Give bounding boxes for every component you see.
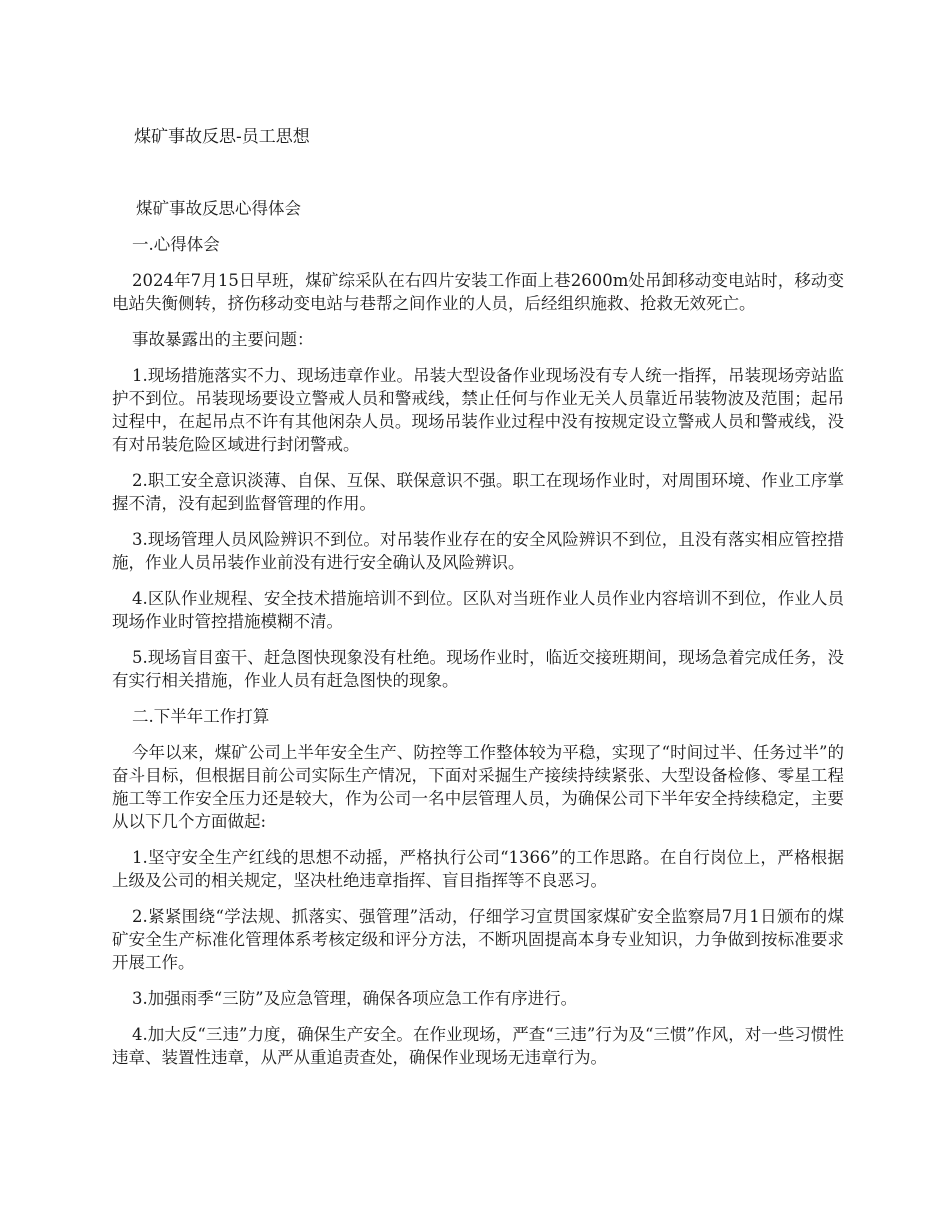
document-title: 煤矿事故反思-员工思想 [134, 127, 310, 147]
paragraph: 事故暴露出的主要问题： [132, 330, 314, 349]
paragraph: 2024年7月15日早班，煤矿综采队在右四片安装工作面上巷2600m处吊卸移动变电站时，移动变电站失衡侧转，挤伤移动变电站与巷帮之间作业的人员，后经组织施救、抢救无效死亡。 [112, 271, 844, 313]
section-heading-1: 一.心得体会 [132, 235, 220, 254]
list-item: 3.现场管理人员风险辨识不到位。对吊装作业存在的安全风险辨识不到位，且没有落实相应管控措施，作业人员吊装作业前没有进行安全确认及风险辨识。 [112, 530, 844, 572]
list-item: 3.加强雨季“三防”及应急管理，确保各项应急工作有序进行。 [132, 989, 578, 1008]
section-heading-2: 二.下半年工作打算 [132, 707, 270, 726]
list-item: 4.区队作业规程、安全技术措施培训不到位。区队对当班作业人员作业内容培训不到位，作业人员现场作业时管控措施模糊不清。 [112, 589, 844, 631]
paragraph: 今年以来，煤矿公司上半年安全生产、防控等工作整体较为平稳，实现了“时间过半、任务过半”的奋斗目标，但根据目前公司实际生产情况，下面对采掘生产接续持续紧张、大型设备检修、零星工程施工等工作安全压力还是较大，作为公司一名中层管理人员，为确保公司下半年安全持续稳定，主要从以下几个方面做起: [112, 743, 844, 831]
list-item: 5.现场盲目蛮干、赶急图快现象没有杜绝。现场作业时，临近交接班期间，现场急着完成任务，没有实行相关措施，作业人员有赶急图快的现象。 [112, 648, 844, 690]
list-item: 2.紧紧围绕“学法规、抓落实、强管理”活动，仔细学习宣贯国家煤矿安全监察局7月1日颁布的煤矿安全生产标准化管理体系考核定级和评分方法，不断巩固提高本身专业知识，力争做到按标准要求开展工作。 [112, 907, 844, 972]
list-item: 1.现场措施落实不力、现场违章作业。吊装大型设备作业现场没有专人统一指挥，吊装现场旁站监护不到位。吊装现场要设立警戒人员和警戒线，禁止任何与作业无关人员靠近吊装物波及范围；起吊过程中，在起吊点不许有其他闲杂人员。现场吊装作业过程中没有按规定设立警戒人员和警戒线，没有对吊装危险区域进行封闭警戒。 [112, 366, 844, 454]
section-subtitle: 煤矿事故反思心得体会 [136, 199, 301, 218]
document-body [112, 197, 844, 1082]
list-item: 4.加大反“三违”力度，确保生产安全。在作业现场，严查“三违”行为及“三惯”作风，对一些习惯性违章、装置性违章，从严从重追责查处，确保作业现场无违章行为。 [112, 1025, 844, 1067]
list-item: 2.职工安全意识淡薄、自保、互保、联保意识不强。职工在现场作业时，对周围环境、作业工序掌握不清，没有起到监督管理的作用。 [112, 471, 844, 513]
list-item: 1.坚守安全生产红线的思想不动摇，严格执行公司“1366”的工作思路。在自行岗位上，严格根据上级及公司的相关规定，坚决杜绝违章指挥、盲目指挥等不良恶习。 [112, 848, 844, 890]
